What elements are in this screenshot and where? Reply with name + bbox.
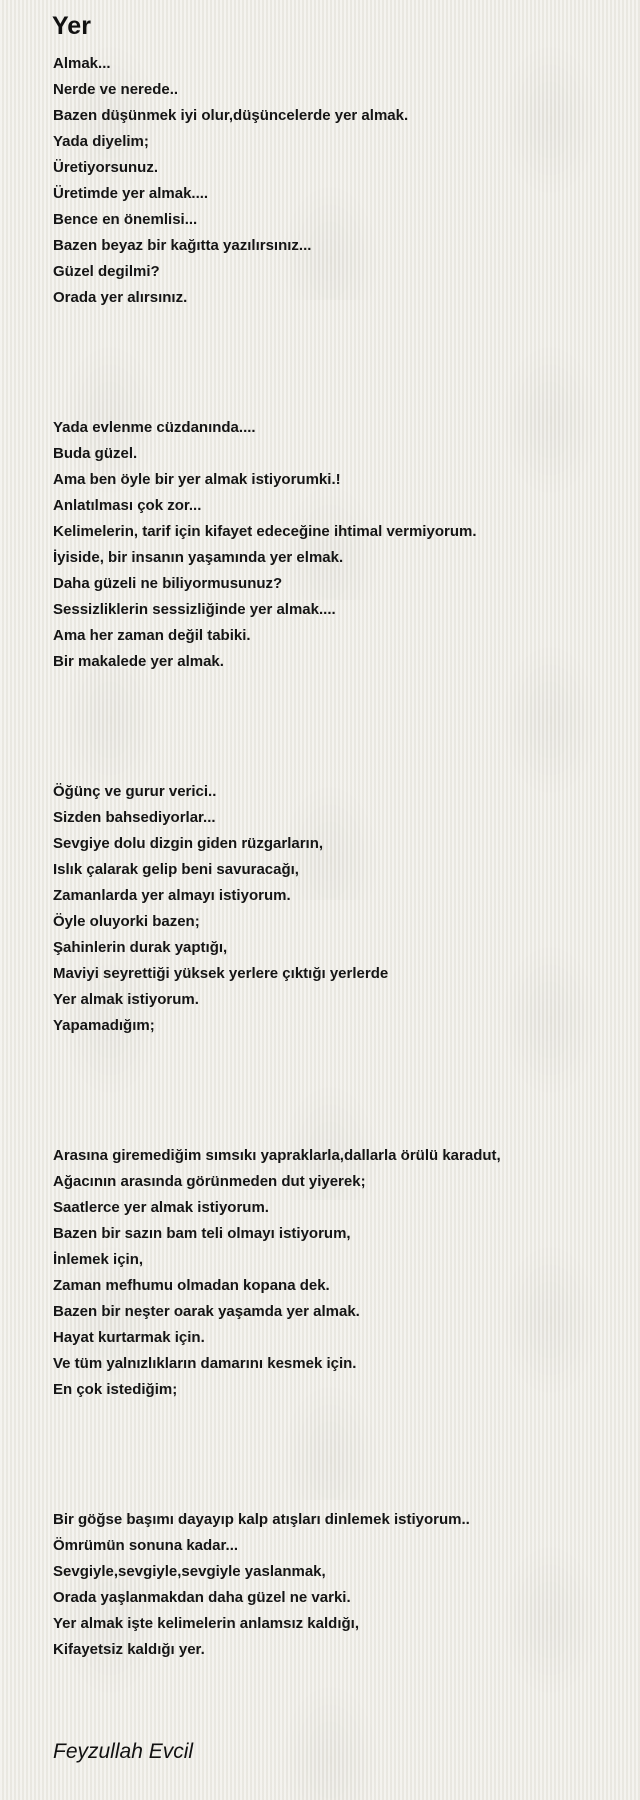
stanza-1 bbox=[53, 51, 613, 311]
poem-line: Maviyi seyrettiği yüksek yerlere çıktığı yerlerde bbox=[53, 965, 389, 982]
poem-line: Bazen beyaz bir kağıtta yazılırsınız... bbox=[53, 237, 312, 254]
poem-line: Sevgiyle,sevgiyle,sevgiyle yaslanmak, bbox=[53, 1563, 326, 1580]
poem-line: Ama her zaman değil tabiki. bbox=[53, 627, 251, 644]
stanza-3 bbox=[53, 779, 613, 1039]
poem-line: Daha güzeli ne biliyormusunuz? bbox=[53, 575, 283, 592]
poem-author: Feyzullah Evcil bbox=[53, 1740, 194, 1763]
poem-line: Zamanlarda yer almayı istiyorum. bbox=[53, 887, 291, 904]
poem-line: Sessizliklerin sessizliğinde yer almak.... bbox=[53, 601, 336, 618]
poem-line: Anlatılması çok zor... bbox=[53, 497, 202, 514]
poem-line: Bir göğse başımı dayayıp kalp atışları dinlemek istiyorum.. bbox=[53, 1511, 470, 1528]
poem-line: Orada yaşlanmakdan daha güzel ne varki. bbox=[53, 1589, 351, 1606]
poem-line: Bence en önemlisi... bbox=[53, 211, 198, 228]
poem-line: Yada diyelim; bbox=[53, 133, 149, 150]
stanza-4 bbox=[53, 1143, 613, 1403]
poem-line: Ağacının arasında görünmeden dut yiyerek; bbox=[53, 1173, 366, 1190]
stanza-2 bbox=[53, 415, 613, 675]
poem-line: Güzel degilmi? bbox=[53, 263, 160, 280]
poem-line: En çok istediğim; bbox=[53, 1381, 178, 1398]
poem-line: Ama ben öyle bir yer almak istiyorumki.! bbox=[53, 471, 341, 488]
poem-line: Buda güzel. bbox=[53, 445, 138, 462]
poem-line: Öğünç ve gurur verici.. bbox=[53, 783, 217, 800]
poem-line: Yer almak istiyorum. bbox=[53, 991, 199, 1008]
poem-line: Kifayetsiz kaldığı yer. bbox=[53, 1641, 205, 1658]
poem-line: Öyle oluyorki bazen; bbox=[53, 913, 200, 930]
poem-line: Ve tüm yalnızlıkların damarını kesmek için. bbox=[53, 1355, 357, 1372]
poem-line: Hayat kurtarmak için. bbox=[53, 1329, 205, 1346]
poem-line: Yer almak işte kelimelerin anlamsız kaldığı, bbox=[53, 1615, 359, 1632]
poem-line: Zaman mefhumu olmadan kopana dek. bbox=[53, 1277, 330, 1294]
poem-line: Sizden bahsediyorlar... bbox=[53, 809, 216, 826]
poem-line: İnlemek için, bbox=[53, 1251, 144, 1268]
poem-title: Yer bbox=[52, 12, 91, 40]
poem-line: Kelimelerin, tarif için kifayet edeceğine ihtimal vermiyorum. bbox=[53, 523, 477, 540]
poem-line: Sevgiye dolu dizgin giden rüzgarların, bbox=[53, 835, 324, 852]
poem-line: Orada yer alırsınız. bbox=[53, 289, 188, 306]
poem-line: Bazen düşünmek iyi olur,düşüncelerde yer almak. bbox=[53, 107, 409, 124]
poem-line: Bazen bir sazın bam teli olmayı istiyorum, bbox=[53, 1225, 351, 1242]
poem-line: İyiside, bir insanın yaşamında yer elmak. bbox=[53, 549, 344, 566]
poem-line: Üretiyorsunuz. bbox=[53, 159, 159, 176]
poem-line: Üretimde yer almak.... bbox=[53, 185, 209, 202]
poem-line: Saatlerce yer almak istiyorum. bbox=[53, 1199, 269, 1216]
poem-line: Bazen bir neşter oarak yaşamda yer almak. bbox=[53, 1303, 360, 1320]
poem-line: Bir makalede yer almak. bbox=[53, 653, 224, 670]
poem-line: Islık çalarak gelip beni savuracağı, bbox=[53, 861, 299, 878]
poem-line: Almak... bbox=[53, 55, 111, 72]
stanza-5 bbox=[53, 1507, 613, 1663]
poem-line: Nerde ve nerede.. bbox=[53, 81, 179, 98]
poem-line: Ömrümün sonuna kadar... bbox=[53, 1537, 239, 1554]
poem-line: Yada evlenme cüzdanında.... bbox=[53, 419, 256, 436]
poem-line: Arasına giremediğim sımsıkı yapraklarla,dallarla örülü karadut, bbox=[53, 1147, 501, 1164]
poem-line: Yapamadığım; bbox=[53, 1017, 155, 1034]
poem-body bbox=[53, 51, 613, 1663]
poem-line: Şahinlerin durak yaptığı, bbox=[53, 939, 228, 956]
